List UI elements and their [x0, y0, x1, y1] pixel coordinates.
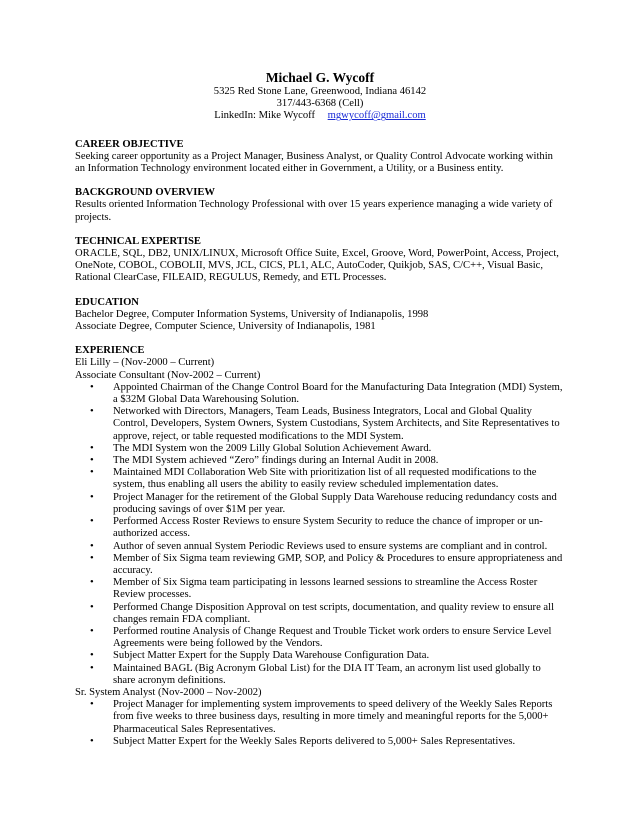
bullet-icon: •: [90, 516, 94, 528]
candidate-name: Michael G. Wycoff: [265, 70, 375, 85]
bullet-icon: •: [90, 467, 94, 479]
objective-heading: CAREER OBJECTIVE: [75, 138, 184, 150]
resume-header: [75, 70, 565, 123]
phone: 317/443-6368 (Cell): [276, 98, 364, 110]
bullet-icon: •: [90, 455, 94, 467]
bullet-icon: •: [90, 601, 94, 613]
list-item: • Networked with Directors, Managers, Team Leads, Business Integrators, Local and Global Quality Control, Developers, System Owners, System Custodians, System Architects, and Site Representatives to approve, reject, or table requested modifications to the MDI System.: [90, 406, 560, 442]
list-item: • Subject Matter Expert for the Supply Data Warehouse Configuration Data.: [90, 650, 430, 662]
list-item: • The MDI System achieved “Zero” findings during an Internal Audit in 2008.: [90, 455, 439, 467]
objective-text: Seeking career opportunity as a Project Manager, Business Analyst, or Quality Control Advocate working within an Information Technology environment located either in Government, a Utility, or a Business entity.: [75, 150, 553, 175]
list-item: • Appointed Chairman of the Change Control Board for the Manufacturing Data Integration (MDI) System, a $32M Global Data Warehousing Solution.: [90, 381, 563, 406]
role1-list: [75, 382, 565, 687]
bullet-icon: •: [90, 650, 94, 662]
list-item: • Project Manager for implementing system improvements to speed delivery of the Weekly Sales Reports from five weeks to three business days, resulting in more timely and meaningful reports for the 5,000+ Pharmaceutical Sales Representatives.: [90, 699, 553, 735]
objective-section: [75, 139, 565, 176]
list-item: • Member of Six Sigma team participating in lessons learned sessions to streamline the Access Roster Review processes.: [90, 577, 538, 601]
bullet-icon: •: [90, 381, 94, 393]
employer: Eli Lilly – (Nov-2000 – Current): [75, 357, 215, 369]
experience-heading: EXPERIENCE: [75, 345, 145, 357]
bullet-icon: •: [90, 442, 94, 454]
education-line: Bachelor Degree, Computer Information Systems, University of Indianapolis, 1998: [75, 308, 429, 320]
list-item: • Author of seven annual System Periodic Reviews used to ensure systems are compliant and in control.: [90, 540, 548, 552]
list-item: • Project Manager for the retirement of the Global Supply Data Warehouse reducing redundancy costs and producing savings of over $1M per year.: [90, 491, 557, 515]
bullet-icon: •: [90, 577, 94, 589]
list-item: • Maintained BAGL (Big Acronym Global List) for the DIA IT Team, an acronym list used globally to share acronym definitions.: [90, 662, 541, 686]
technical-section: [75, 236, 565, 285]
list-item: • Member of Six Sigma team reviewing GMP, SOP, and Policy & Procedures to ensure appropriateness and accuracy.: [90, 552, 563, 576]
bullet-icon: •: [90, 662, 94, 674]
address: 5325 Red Stone Lane, Greenwood, Indiana 46142: [213, 86, 427, 97]
list-item: • Subject Matter Expert for the Weekly Sales Reports delivered to 5,000+ Sales Representatives.: [90, 735, 516, 747]
education-section: [75, 297, 565, 334]
bullet-icon: •: [90, 552, 94, 564]
bullet-icon: •: [90, 699, 94, 711]
contact-line: [75, 110, 565, 122]
list-item: • Performed routine Analysis of Change Request and Trouble Ticket work orders to ensure Service Level Agreements were being followed by the Vendors.: [90, 625, 552, 650]
list-item: • Performed Change Disposition Approval on test scripts, documentation, and quality review to ensure all changes remain FDA compliant.: [90, 601, 555, 625]
linkedin: LinkedIn: Mike Wycoff: [214, 110, 315, 122]
resume-page: [75, 70, 565, 748]
role-title: Associate Consultant (Nov-2002 – Current): [75, 369, 261, 381]
role2-list: [75, 699, 565, 748]
technical-text: ORACLE, SQL, DB2, UNIX/LINUX, Microsoft Office Suite, Excel, Groove, Word, PowerPoint, Access, Project, OneNote, COBOL, COBOLII, MVS, JCL, CICS, PL1, ALC, AutoCoder, Quikjob, SAS, C/C++, Visual Basic, Rational ClearCase, FILEAID, REGULUS, Remedy, and ETL Processes.: [75, 248, 559, 284]
background-section: [75, 187, 565, 224]
list-item: • Performed Access Roster Reviews to ensure System Security to reduce the chance of improper or un-authorized access.: [90, 516, 543, 540]
background-text: Results oriented Information Technology Professional with over 15 years experience managing a wide variety of projects.: [75, 199, 553, 223]
technical-heading: TECHNICAL EXPERTISE: [75, 235, 201, 247]
list-item: • The MDI System won the 2009 Lilly Global Solution Achievement Award.: [90, 442, 432, 454]
bullet-icon: •: [90, 406, 94, 418]
education-line: Associate Degree, Computer Science, University of Indianapolis, 1981: [75, 321, 376, 333]
bullet-icon: •: [90, 491, 94, 503]
role-title: Sr. System Analyst (Nov-2000 – Nov-2002): [75, 686, 262, 698]
bullet-icon: •: [90, 540, 94, 552]
email-link[interactable]: mgwycoff@gmail.com: [327, 110, 426, 122]
list-item: • Maintained MDI Collaboration Web Site with prioritization list of all requested modifications to the system, thus enabling all users the ability to easily review scheduled implementation dates.: [90, 467, 537, 491]
bullet-icon: •: [90, 625, 94, 637]
education-heading: EDUCATION: [75, 296, 139, 308]
bullet-icon: •: [90, 735, 94, 747]
background-heading: BACKGROUND OVERVIEW: [75, 187, 216, 199]
experience-section: [75, 345, 565, 748]
